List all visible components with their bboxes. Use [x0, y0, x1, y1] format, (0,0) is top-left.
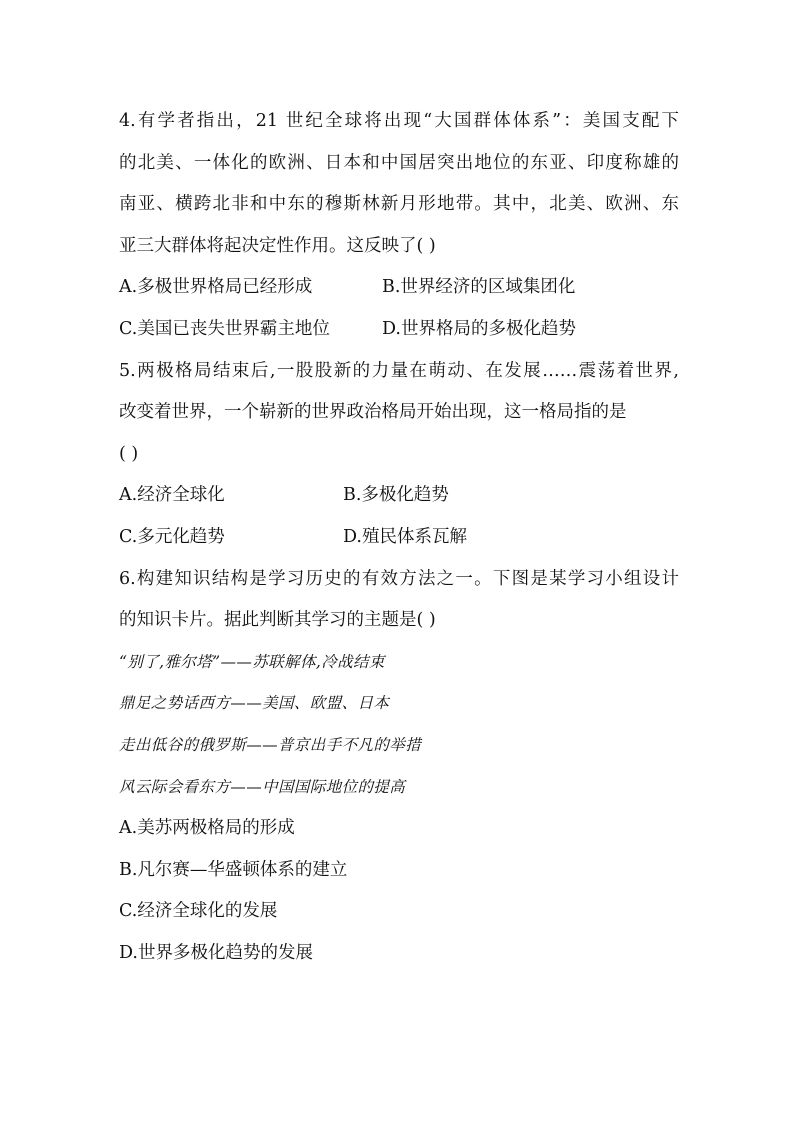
question-5-option-b: B.多极化趋势 — [343, 485, 449, 506]
question-4-line-2: 的北美、一体化的欧洲、日本和中国居突出地位的东亚、印度称雄的 — [119, 152, 679, 173]
knowledge-card-line-4: 风云际会看东方——中国国际地位的提高 — [119, 777, 406, 796]
question-6-option-d: D.世界多极化趋势的发展 — [119, 942, 313, 963]
question-4-options-row-1 — [119, 267, 679, 309]
question-4-option-c: C.美国已丧失世界霸主地位 — [119, 318, 330, 339]
question-4-option-b: B.世界经济的区域集团化 — [382, 277, 576, 298]
question-4-line-4: 亚三大群体将起决定性作用。这反映了( ) — [119, 235, 436, 256]
question-5-line-3: ( ) — [119, 443, 139, 464]
question-5-line-2: 改变着世界，一个崭新的世界政治格局开始出现，这一格局指的是 — [119, 402, 627, 423]
question-5-options-row-1 — [119, 475, 679, 517]
question-5-option-d: D.殖民体系瓦解 — [343, 526, 467, 547]
question-content — [119, 101, 679, 974]
question-4-line-3: 南亚、横跨北非和中东的穆斯林新月形地带。其中，北美、欧洲、东 — [119, 194, 679, 215]
question-6-option-a: A.美苏两极格局的形成 — [119, 818, 295, 839]
question-4-options-row-2 — [119, 309, 679, 351]
question-6-line-2: 的知识卡片。据此判断其学习的主题是( ) — [119, 610, 436, 631]
question-4-option-d: D.世界格局的多极化趋势 — [382, 318, 576, 339]
question-5-option-c: C.多元化趋势 — [119, 526, 225, 547]
question-5-line-1: 5.两极格局结束后,一股股新的力量在萌动、在发展……震荡着世界, — [119, 360, 679, 381]
knowledge-card-line-2: 鼎足之势话西方——美国、欧盟、日本 — [119, 694, 390, 713]
knowledge-card-line-1: “别了,雅尔塔”——苏联解体,冷战结束 — [119, 652, 385, 671]
question-6 — [119, 559, 679, 975]
question-6-option-b: B.凡尔赛—华盛顿体系的建立 — [119, 859, 348, 880]
knowledge-card — [119, 642, 679, 808]
knowledge-card-line-3: 走出低谷的俄罗斯——普京出手不凡的举措 — [119, 735, 422, 754]
question-5 — [119, 351, 679, 559]
question-6-option-c: C.经济全球化的发展 — [119, 901, 278, 922]
question-5-option-a: A.经济全球化 — [119, 485, 225, 506]
question-6-line-1: 6.构建知识结构是学习历史的有效方法之一。下图是某学习小组设计 — [119, 568, 679, 589]
question-5-options-row-2 — [119, 517, 679, 559]
question-4-line-1: 4.有学者指出，21 世纪全球将出现“大国群体体系”：美国支配下 — [119, 111, 679, 131]
question-4 — [119, 101, 679, 351]
question-4-option-a: A.多极世界格局已经形成 — [119, 277, 313, 298]
